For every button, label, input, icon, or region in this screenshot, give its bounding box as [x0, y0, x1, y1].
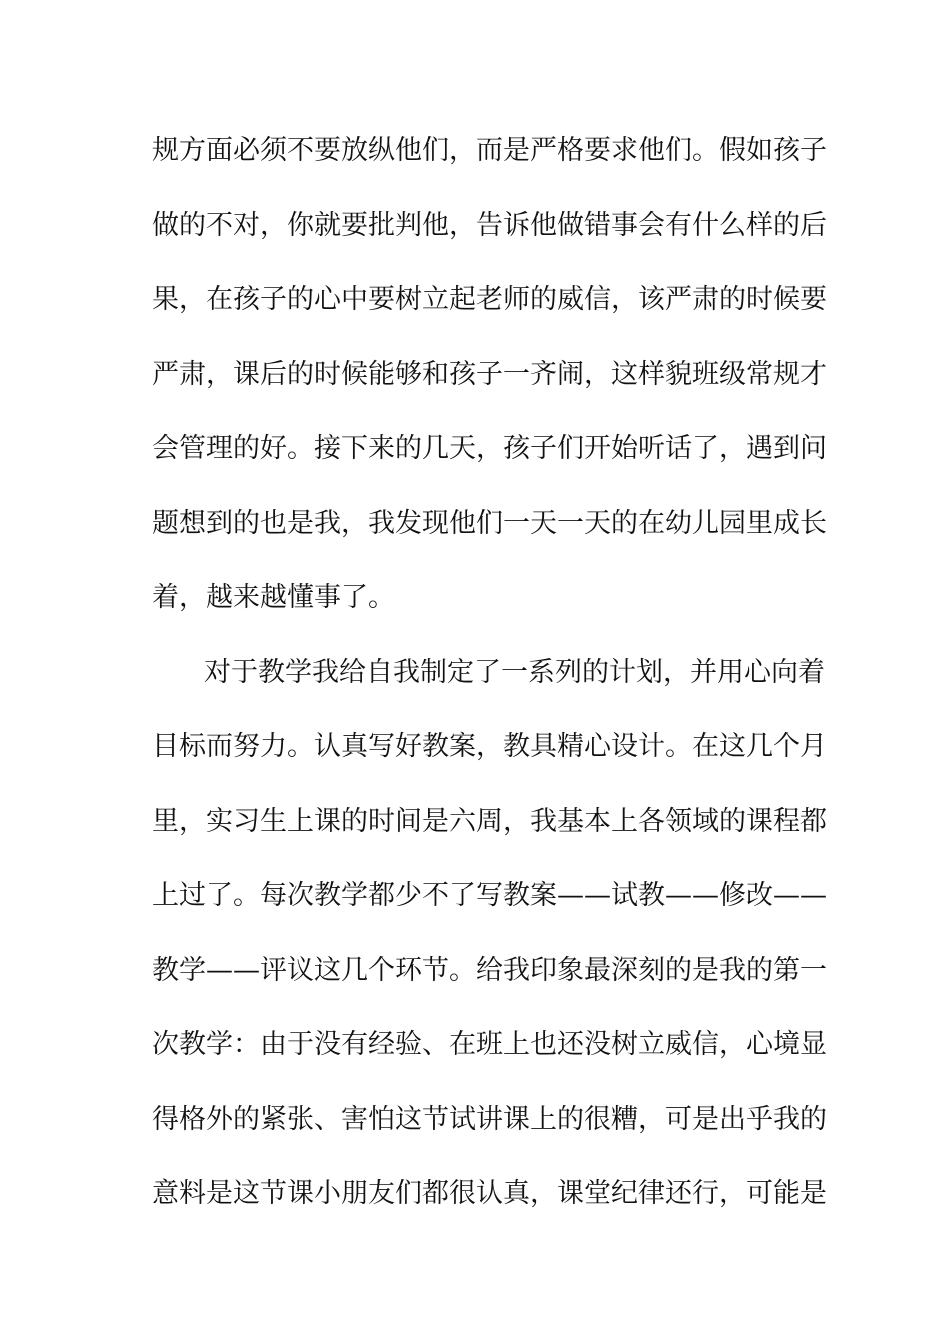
document-body	[152, 114, 827, 1232]
paragraph-line: 对于教学我给自我制定了一系列的计划，并用心向着	[204, 656, 825, 688]
paragraph-line: 严肃，课后的时候能够和孩子一齐闹，这样貌班级常规才	[152, 358, 827, 390]
paragraph-2	[152, 636, 827, 1232]
paragraph-line: 里，实习生上课的时间是六周，我基本上各领域的课程都	[152, 805, 827, 837]
paragraph-line: 会管理的好。接下来的几天，孩子们开始听话了，遇到问	[152, 433, 827, 464]
paragraph-line: 题想到的也是我，我发现他们一天一天的在幼儿园里成长	[152, 507, 827, 539]
paragraph-line: 目标而努力。认真写好教案，教具精心设计。在这几个月	[152, 731, 827, 762]
paragraph-line: 着，越来越懂事了。	[152, 582, 395, 613]
paragraph-line: 规方面必须不要放纵他们，而是严格要求他们。假如孩子	[152, 135, 827, 166]
paragraph-line: 意料是这节课小朋友们都很认真，课堂纪律还行，可能是	[152, 1178, 827, 1209]
paragraph-line: 上过了。每次教学都少不了写教案——试教——修改——	[152, 880, 827, 911]
paragraph-line: 得格外的紧张、害怕这节试讲课上的很糟，可是出乎我的	[152, 1103, 827, 1135]
paragraph-line: 果，在孩子的心中要树立起老师的威信，该严肃的时候要	[152, 284, 827, 315]
paragraph-line: 教学——评议这几个环节。给我印象最深刻的是我的第一	[152, 954, 827, 986]
paragraph-1	[152, 114, 827, 636]
paragraph-line: 次教学：由于没有经验、在班上也还没树立威信，心境显	[152, 1029, 827, 1060]
paragraph-line: 做的不对，你就要批判他，告诉他做错事会有什么样的后	[152, 209, 827, 241]
